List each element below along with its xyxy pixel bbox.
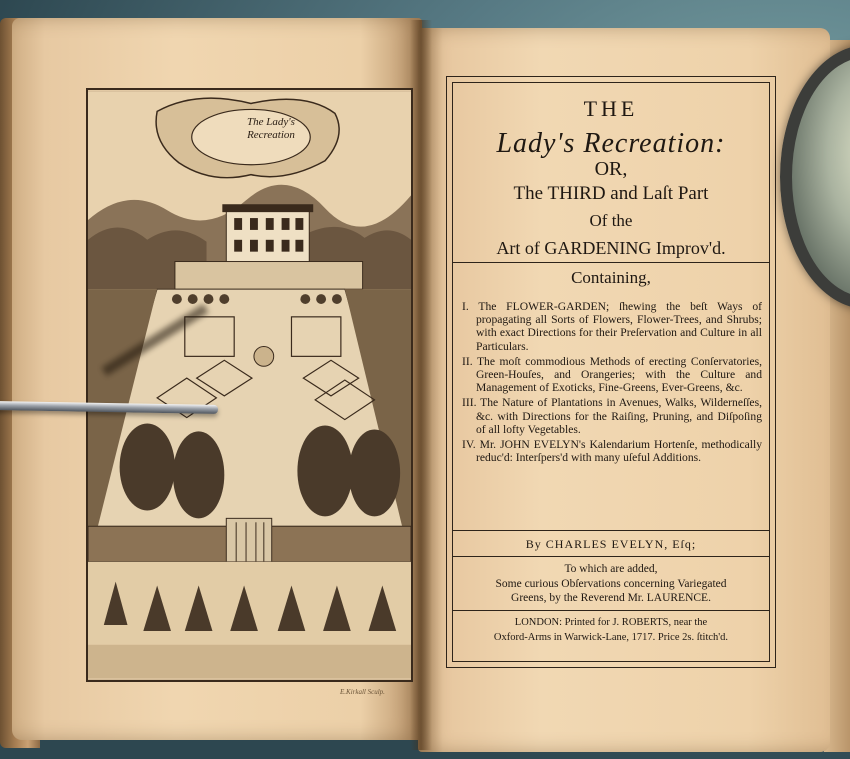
imprint-line-1: LONDON: Printed for J. ROBERTS, near the	[514, 617, 708, 628]
added-line-2: Some curious Obſervations concerning Variegated	[495, 578, 727, 590]
garden-engraving-illustration	[88, 90, 411, 680]
contents-list	[462, 300, 762, 466]
frontispiece-engraving	[86, 88, 413, 682]
title-or: OR,	[594, 158, 628, 180]
added-line-1: To which are added,	[564, 563, 658, 575]
divider-rule	[452, 530, 770, 531]
contents-item: IV. Mr. JOHN EVELYN's Kalendarium Hortenſe, methodically reduc'd: Interſpers'd with many uſeful Additions.	[462, 438, 762, 465]
cartouche-title	[216, 116, 326, 142]
title-art-line: Art of GARDENING Improv'd.	[496, 238, 726, 258]
author-line: By CHARLES EVELYN, Eſq;	[525, 537, 697, 551]
cartouche-line-1: The Lady's	[247, 116, 295, 128]
main-title: Lady's Recreation:	[496, 128, 726, 159]
added-line-3: Greens, by the Reverend Mr. LAURENCE.	[511, 592, 711, 604]
imprint-line-2: Oxford-Arms in Warwick-Lane, 1717. Price 2s. ſtitch'd.	[493, 632, 729, 643]
containing-heading: Containing,	[571, 268, 651, 287]
title-the: THE	[583, 96, 639, 121]
book-gutter	[410, 20, 432, 750]
cartouche-line-2: Recreation	[247, 129, 295, 141]
title-of-the: Of the	[589, 211, 633, 230]
contents-item: II. The moſt commodious Methods of erecting Conſervatories, Green-Houſes, and Orangeries; with the Culture and Management of Exoticks, Fine-Greens, Ever-Greens, &c.	[462, 354, 762, 395]
title-part-line: The THIRD and Laſt Part	[513, 183, 709, 204]
divider-rule	[452, 262, 770, 263]
divider-rule	[452, 556, 770, 557]
engraver-credit: E.Kirkall Sculp.	[340, 688, 385, 696]
divider-rule	[452, 610, 770, 611]
contents-item: III. The Nature of Plantations in Avenues, Walks, Wilderneſſes, &c. with Directions for the Raiſing, Pruning, and Diſpoſing of all lofty Vegetables.	[462, 396, 762, 436]
contents-item: I. The FLOWER-GARDEN; ſhewing the beſt Ways of propagating all Sorts of Flowers, Flower-Trees, and Shrubs; with exact Directions for their Preſervation and Culture in all Particulars.	[462, 300, 762, 353]
